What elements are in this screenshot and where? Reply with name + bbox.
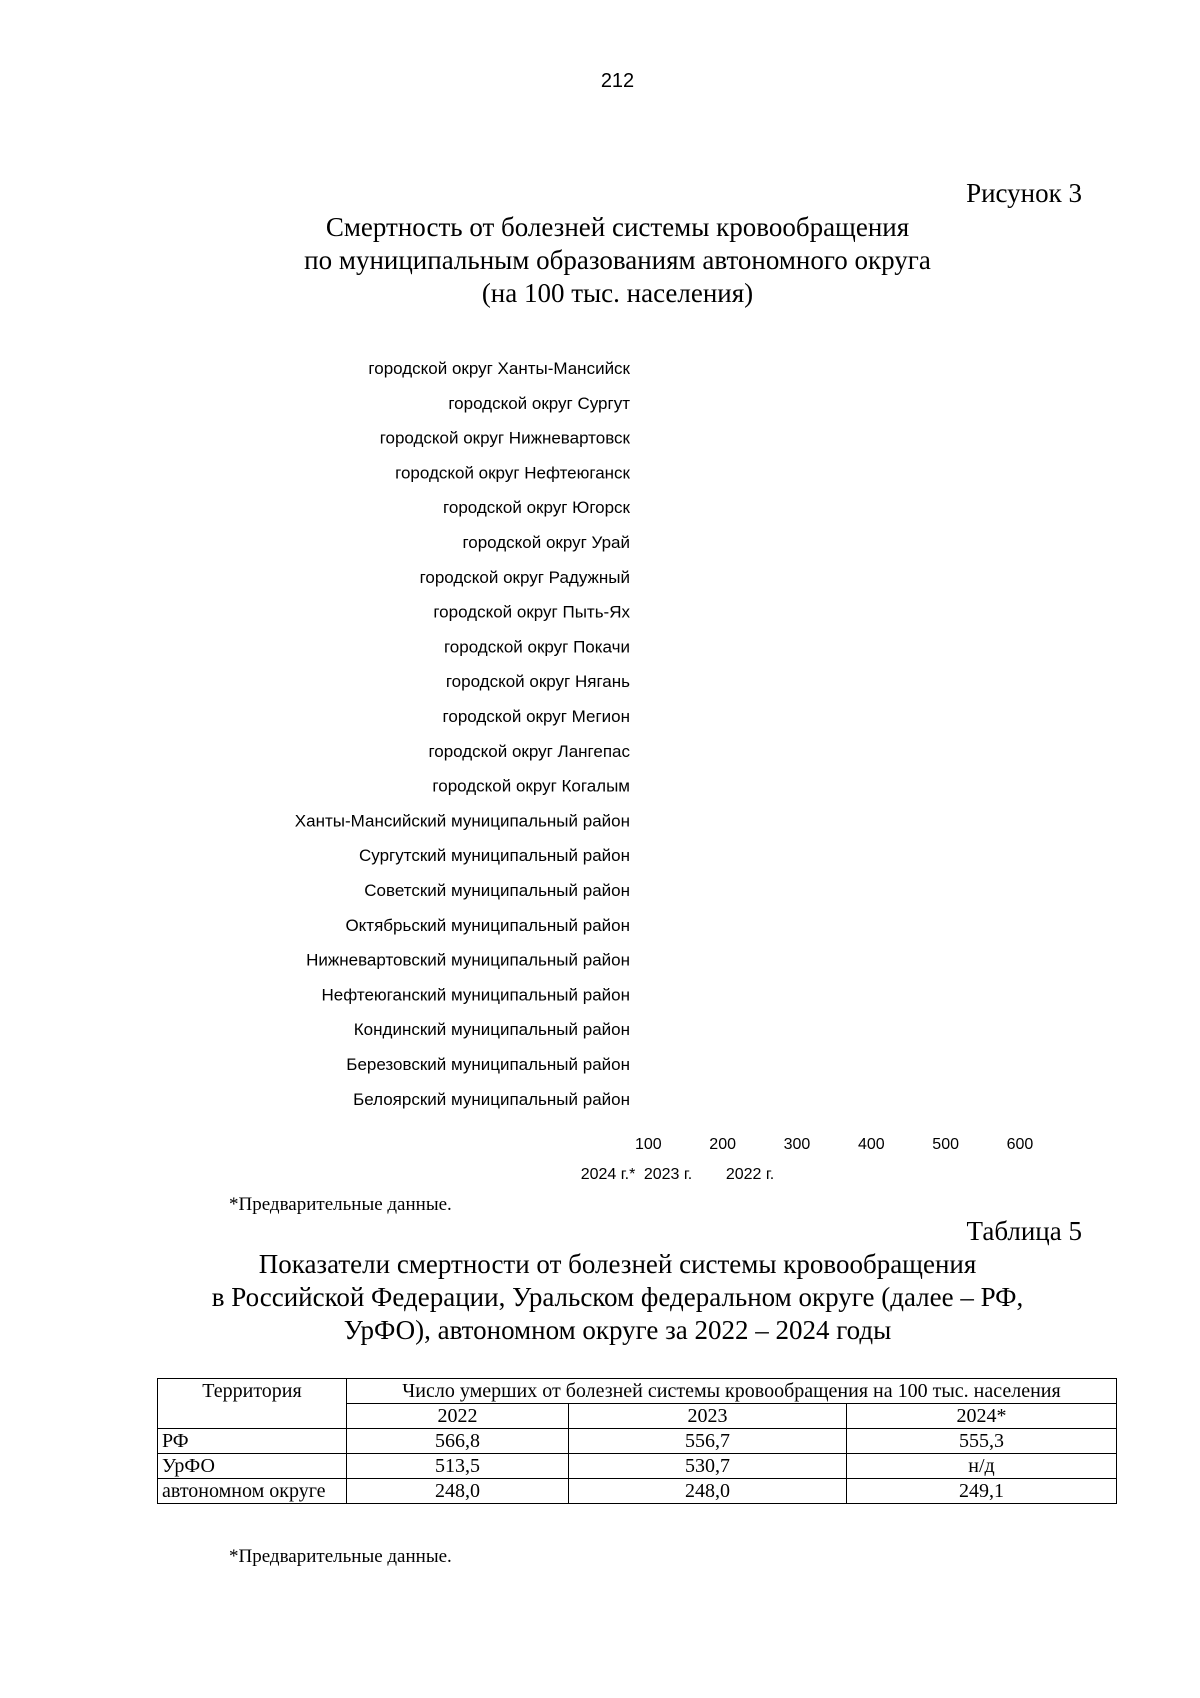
legend-entry: 2022 г. <box>725 1166 775 1180</box>
category-label: Ханты-Мансийский муниципальный район <box>294 811 630 831</box>
x-tick-label: 600 <box>1006 1136 1034 1153</box>
table-row <box>158 1479 1117 1504</box>
category-label: городской округ Когалым <box>432 776 630 796</box>
category-label: городской округ Мегион <box>442 707 630 726</box>
category-label: городской округ Нижневартовск <box>379 428 630 448</box>
table-title-line: Показатели смертности от болезней системы кровообращения <box>258 1249 977 1279</box>
row-territory: УрФО <box>158 1454 347 1479</box>
x-tick-label: 200 <box>709 1136 737 1153</box>
legend-entry: 2024 г.* <box>580 1166 636 1180</box>
category-label: городской округ Сургут <box>448 393 630 413</box>
category-label: городской округ Нефтеюганск <box>395 463 630 483</box>
table-title-line: в Российской Федерации, Уральском федеральном округе (далее – РФ, <box>211 1282 1024 1312</box>
category-label: городской округ Пыть-Ях <box>433 602 630 622</box>
row-value: 555,3 <box>847 1429 1117 1454</box>
figure-label: Рисунок 3 <box>966 178 1082 208</box>
row-value: 249,1 <box>847 1479 1117 1504</box>
row-value: 530,7 <box>569 1454 847 1479</box>
row-value: 513,5 <box>347 1454 569 1479</box>
figure-title-line: (на 100 тыс. населения) <box>481 278 754 308</box>
chart-svg <box>0 350 1200 1180</box>
header-year: 2024* <box>847 1404 1117 1429</box>
category-label: Березовский муниципальный район <box>346 1055 630 1074</box>
category-label: Нижневартовский муниципальный район <box>306 950 630 970</box>
category-label: городской округ Нягань <box>445 672 630 692</box>
header-year: 2022 <box>347 1404 569 1429</box>
category-label: Октябрьский муниципальный район <box>345 915 630 935</box>
row-value: 248,0 <box>347 1479 569 1504</box>
mortality-bar-chart <box>0 350 1200 1180</box>
legend-entry: 2023 г. <box>643 1166 693 1180</box>
row-territory: РФ <box>158 1429 347 1454</box>
category-label: городской округ Ханты-Мансийск <box>368 359 630 378</box>
page-number: 212 <box>600 70 635 92</box>
figure-note: *Предварительные данные. <box>229 1194 452 1215</box>
x-tick-label: 400 <box>857 1136 885 1153</box>
row-territory: автономном округе <box>158 1479 347 1504</box>
category-label: Кондинский муниципальный район <box>353 1020 630 1040</box>
table-label: Таблица 5 <box>966 1216 1082 1246</box>
mortality-table <box>157 1378 1117 1504</box>
category-label: Советский муниципальный район <box>364 881 630 900</box>
x-tick-label: 100 <box>634 1136 662 1153</box>
table-header-row <box>158 1379 1117 1404</box>
row-value: н/д <box>847 1454 1117 1479</box>
category-label: Сургутский муниципальный район <box>359 846 630 866</box>
category-label: городской округ Югорск <box>443 498 630 518</box>
category-label: Нефтеюганский муниципальный район <box>321 985 630 1005</box>
row-value: 566,8 <box>347 1429 569 1454</box>
x-tick-label: 300 <box>783 1136 811 1153</box>
row-value: 556,7 <box>569 1429 847 1454</box>
x-tick-label: 500 <box>932 1136 960 1153</box>
table-title-line: УрФО), автономном округе за 2022 – 2024 годы <box>343 1315 892 1345</box>
category-label: городской округ Радужный <box>419 567 630 587</box>
table-row <box>158 1429 1117 1454</box>
figure-title <box>0 211 1200 310</box>
row-value: 248,0 <box>569 1479 847 1504</box>
category-label: городской округ Лангепас <box>428 741 630 761</box>
category-label: Белоярский муниципальный район <box>353 1089 630 1109</box>
category-label: городской округ Покачи <box>443 637 630 657</box>
table-note: *Предварительные данные. <box>229 1546 452 1567</box>
header-year: 2023 <box>569 1404 847 1429</box>
header-territory: Территория <box>158 1379 347 1429</box>
header-group: Число умерших от болезней системы кровообращения на 100 тыс. населения <box>347 1379 1117 1404</box>
table-title <box>0 1248 1200 1347</box>
figure-title-line: Смертность от болезней системы кровообращения <box>325 212 910 242</box>
category-label: городской округ Урай <box>462 533 630 552</box>
table-row <box>158 1454 1117 1479</box>
figure-title-line: по муниципальным образованиям автономного округа <box>304 245 931 275</box>
